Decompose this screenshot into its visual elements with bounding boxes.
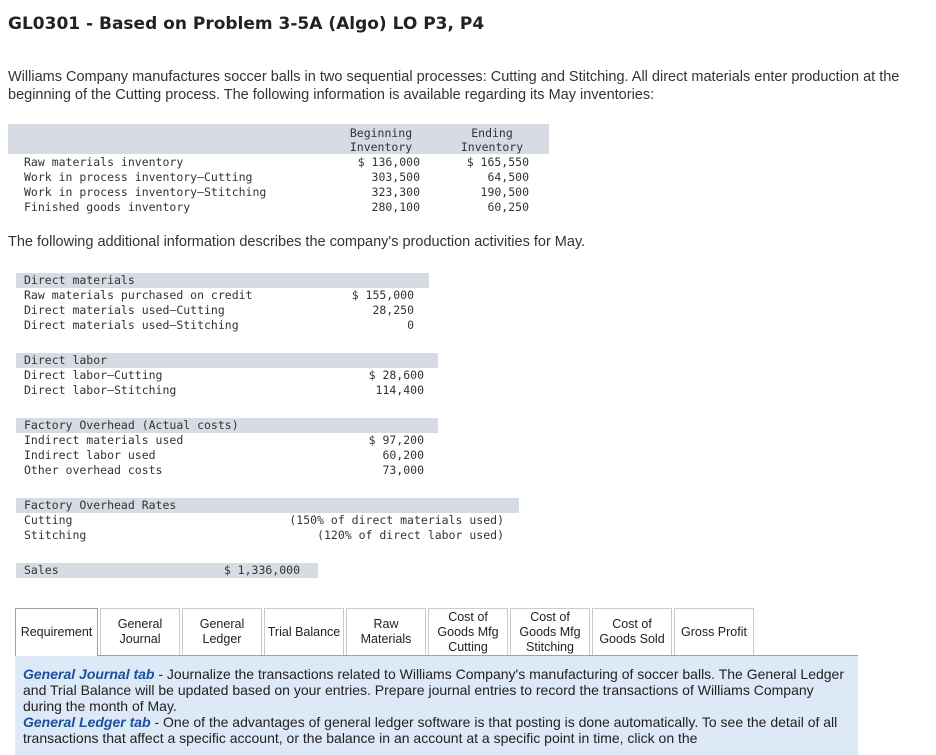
overhead-actual-row-value: 60,200 (382, 448, 424, 462)
direct-materials-row-label: Direct materials used—Cutting (24, 303, 225, 317)
direct-materials-row-value: 28,250 (372, 303, 414, 317)
tab-label: Gross Profit (681, 624, 747, 639)
sales-section (16, 563, 318, 578)
direct-labor-row-label: Direct labor—Stitching (24, 383, 177, 397)
tab-general-journal[interactable] (100, 608, 180, 655)
instructions-panel (15, 655, 858, 755)
inventory-row-beginning: 323,300 (371, 185, 420, 199)
inventory-row-beginning: 303,500 (371, 170, 420, 184)
direct-materials-row-value: $ 155,000 (351, 288, 414, 302)
overhead-actual-row-label: Indirect materials used (24, 433, 184, 447)
inventory-row-ending: $ 165,550 (466, 155, 529, 169)
intro-text: Williams Company manufactures soccer balls in two sequential processes: Cutting and Stitching. All direct materials enter production at the beginning of the Cutting process. The following information is available regarding its May inventories: (8, 69, 900, 103)
tab-label: Requirement (20, 625, 93, 639)
inventory-table (8, 124, 549, 214)
overhead-actual-row-value: 73,000 (382, 463, 424, 477)
general-ledger-instructions (23, 714, 850, 746)
beginning-header-line1: Beginning (349, 126, 413, 140)
direct-materials-row-label: Direct materials used—Stitching (24, 318, 239, 332)
page-title: GL0301 - Based on Problem 3-5A (Algo) LO P3, P4 (8, 14, 485, 34)
overhead-actual-row-value: $ 97,200 (368, 433, 424, 447)
inventory-row-label: Work in process inventory—Cutting (24, 170, 253, 184)
tab-cost-of-goods-sold[interactable] (592, 608, 672, 655)
tab-label: Cost of Goods Mfg Cutting (437, 609, 499, 654)
inventory-row-label: Finished goods inventory (24, 200, 191, 214)
tab-gross-profit[interactable] (674, 608, 754, 655)
tab-label: General Ledger (199, 617, 245, 646)
inventory-row-ending: 190,500 (480, 185, 529, 199)
tab-cost-of-goods-mfg-cutting[interactable] (428, 608, 508, 655)
overhead-rates-row-value: (150% of direct materials used) (289, 513, 504, 527)
factory-overhead-rates-section (16, 498, 519, 543)
direct-materials-row-value: 0 (407, 318, 414, 332)
beginning-inventory-header (340, 126, 422, 154)
inventory-row-label: Raw materials inventory (24, 155, 184, 169)
general-journal-instructions (23, 666, 850, 714)
additional-info-text: The following additional information describes the company's production activities for May. (8, 234, 586, 250)
direct-materials-row-label: Raw materials purchased on credit (24, 288, 253, 302)
tab-trial-balance[interactable] (264, 608, 344, 655)
general-journal-instructions-text: - Journalize the transactions related to Williams Company's manufacturing of soccer balls. The General Ledger and Trial Balance will be updated based on your entries. Prepare journal entries to record the transactions of Williams Company during the month of May. (23, 666, 845, 714)
overhead-actual-row-label: Indirect labor used (24, 448, 156, 462)
direct-materials-section (16, 273, 429, 333)
overhead-actual-header: Factory Overhead (Actual costs) (24, 418, 239, 432)
inventory-row-beginning: 280,100 (371, 200, 420, 214)
overhead-rates-row-value: (120% of direct labor used) (317, 528, 504, 542)
tab-general-ledger[interactable] (182, 608, 262, 655)
tab-cost-of-goods-mfg-stitching[interactable] (510, 608, 590, 655)
tab-label: General Journal (117, 617, 163, 646)
tab-requirement[interactable] (15, 608, 98, 656)
inventory-row-label: Work in process inventory—Stitching (24, 185, 267, 199)
tab-raw-materials[interactable] (346, 608, 426, 655)
sales-value: $ 1,336,000 (223, 563, 300, 577)
overhead-rates-header: Factory Overhead Rates (24, 498, 177, 512)
ending-header-line1: Ending (471, 126, 513, 140)
direct-labor-header: Direct labor (24, 353, 108, 367)
factory-overhead-actual-section (16, 418, 438, 478)
tab-label: Trial Balance (267, 624, 341, 639)
ending-header-line2: Inventory (460, 140, 524, 154)
overhead-rates-row-label: Cutting (24, 513, 73, 527)
direct-materials-header: Direct materials (24, 273, 135, 287)
general-ledger-instructions-text: - One of the advantages of general ledger software is that posting is done automatically. To see the detail of all transactions that affect a specific account, or the balance in an account at a specific point in time, click on the (23, 714, 838, 746)
tab-label: Cost of Goods Sold (599, 617, 665, 646)
overhead-actual-row-label: Other overhead costs (24, 463, 163, 477)
inventory-row-ending: 64,500 (487, 170, 529, 184)
direct-labor-row-label: Direct labor—Cutting (24, 368, 163, 382)
direct-labor-section (16, 353, 438, 398)
direct-labor-row-value: 114,400 (375, 383, 424, 397)
tab-label: Raw Materials (360, 617, 412, 646)
direct-labor-row-value: $ 28,600 (368, 368, 424, 382)
general-journal-tab-label: General Journal tab (23, 666, 155, 682)
ending-inventory-header (452, 126, 532, 154)
inventory-row-beginning: $ 136,000 (357, 155, 420, 169)
tab-label: Cost of Goods Mfg Stitching (519, 609, 581, 654)
general-ledger-tab-label: General Ledger tab (23, 714, 151, 730)
sales-label: Sales (24, 563, 59, 577)
inventory-row-ending: 60,250 (487, 200, 529, 214)
overhead-rates-row-label: Stitching (24, 528, 87, 542)
beginning-header-line2: Inventory (349, 140, 413, 154)
